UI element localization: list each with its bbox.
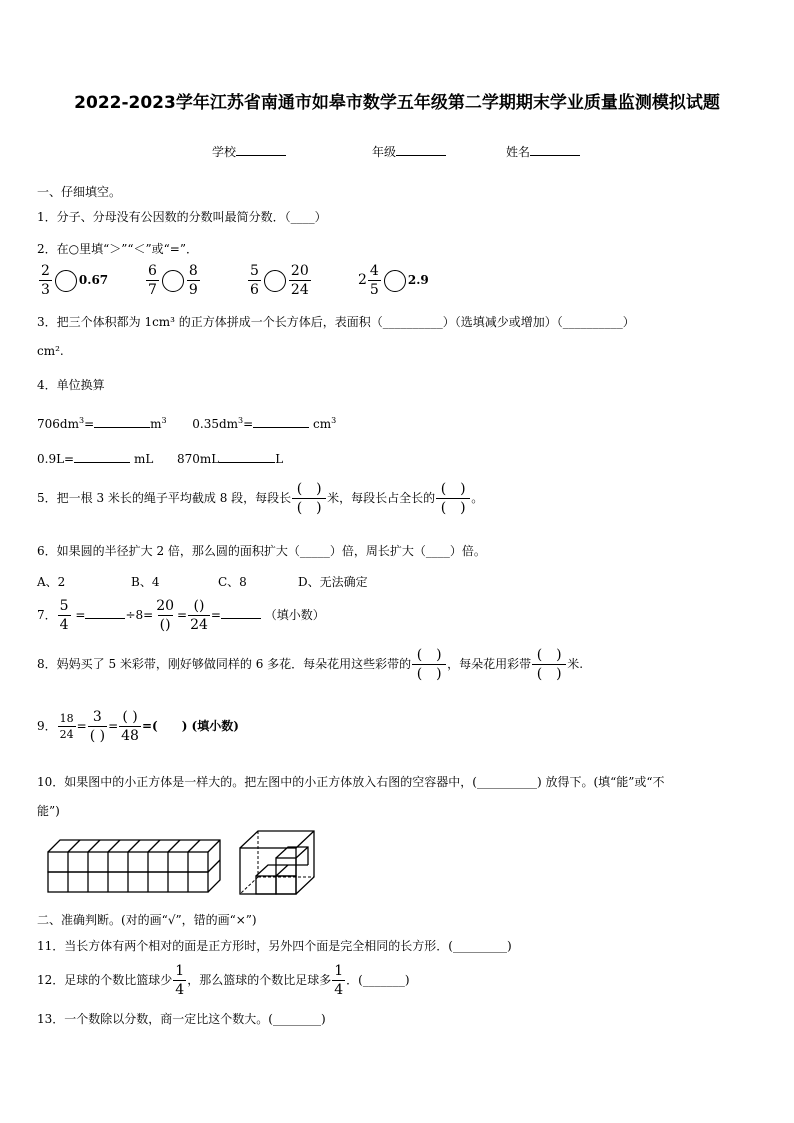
school-label: 学校 xyxy=(212,145,237,159)
compare-circle[interactable] xyxy=(162,270,184,292)
question-9: 9． $\frac{18}{24}$ = $\frac{3}{( )}$ = $\frac{( )}{48}$ =( ) (填小数) xyxy=(37,709,239,744)
question-11: 11．当长方体有两个相对的面是正方形时，另外四个面是完全相同的长方形．(_________) xyxy=(37,939,512,953)
question-10: 10．如果图中的小正方体是一样大的。把左图中的小正方体放入右图的空容器中，(__________) 放得下。(填“能”或“不 xyxy=(37,775,665,789)
question-7: 7． $\frac{5}{4}$ = ÷8= $\frac{20}{()}$ = $\frac{()}{24}$ = （填小数） xyxy=(37,598,325,633)
q2-item-d: 2 $\frac{4}{5}$ 2.9 xyxy=(358,263,429,298)
name-field xyxy=(506,142,580,160)
question-3: 3．把三个体积都为 1cm³ 的正方体拼成一个长方体后，表面积（__________）（选填减少或增加）（__________） xyxy=(37,315,635,329)
question-12: 12．足球的个数比篮球少 $\frac{1}{4}$ ，那么篮球的个数比足球多 $\frac{1}{4}$ ．(_______) xyxy=(37,963,410,998)
question-1: 1．分子、分母没有公因数的分数叫最简分数．（____） xyxy=(37,210,327,224)
question-4: 4．单位换算 xyxy=(37,378,105,392)
grade-field xyxy=(372,142,446,160)
compare-circle[interactable] xyxy=(264,270,286,292)
q2-item-c: $\frac{5}{6}$ $\frac{20}{24}$ xyxy=(250,263,309,298)
question-8: 8．妈妈买了 5 米彩带，刚好够做同样的 6 多花．每朵花用这些彩带的 $\frac{( )}{( )}$ ，每朵花用彩带 $\frac{( )}{( )}$ 米. xyxy=(37,647,584,682)
compare-circle[interactable] xyxy=(384,270,406,292)
question-13: 13．一个数除以分数，商一定比这个数大。(________) xyxy=(37,1012,326,1026)
option-c[interactable]: C、8 xyxy=(218,575,247,589)
school-field xyxy=(212,142,286,160)
q6-options xyxy=(37,573,368,590)
q2-item-a: $\frac{2}{3}$ 0.67 xyxy=(41,263,109,298)
option-d[interactable]: D、无法确定 xyxy=(298,575,368,589)
question-10-cont: 能”) xyxy=(37,804,60,818)
question-6: 6．如果圆的半径扩大 2 倍，那么圆的面积扩大（_____）倍，周长扩大（____）倍。 xyxy=(37,544,486,558)
q2-item-b: $\frac{6}{7}$ $\frac{8}{9}$ xyxy=(148,263,198,298)
name-label: 姓名 xyxy=(506,145,531,159)
compare-circle[interactable] xyxy=(55,270,77,292)
question-3-cont: cm². xyxy=(37,344,64,358)
grade-label: 年级 xyxy=(372,145,397,159)
section-2-heading: 二、准确判断。(对的画“√”，错的画“×”) xyxy=(37,913,257,927)
page-title: 2022-2023学年江苏省南通市如皋市数学五年级第二学期期末学业质量监测模拟试题 xyxy=(74,93,720,113)
option-b[interactable]: B、4 xyxy=(131,575,160,589)
container-figure xyxy=(238,828,318,898)
option-a[interactable]: A、2 xyxy=(37,575,66,589)
section-1-heading: 一、仔细填空。 xyxy=(37,185,122,199)
question-5: 5．把一根 3 米长的绳子平均截成 8 段，每段长 $\frac{( )}{( )}$ 米，每段长占全长的 $\frac{( )}{( )}$ 。 xyxy=(37,481,484,516)
q4-line-1: $706dm^3= m^3$ $0.35dm^3= cm^3$ xyxy=(37,416,337,431)
cube-row-figure xyxy=(46,836,231,894)
q4-line-2: 0.9L= mL 870mL L xyxy=(37,449,283,466)
question-2: 2．在○里填“＞”“＜”或“=”． xyxy=(37,242,198,256)
